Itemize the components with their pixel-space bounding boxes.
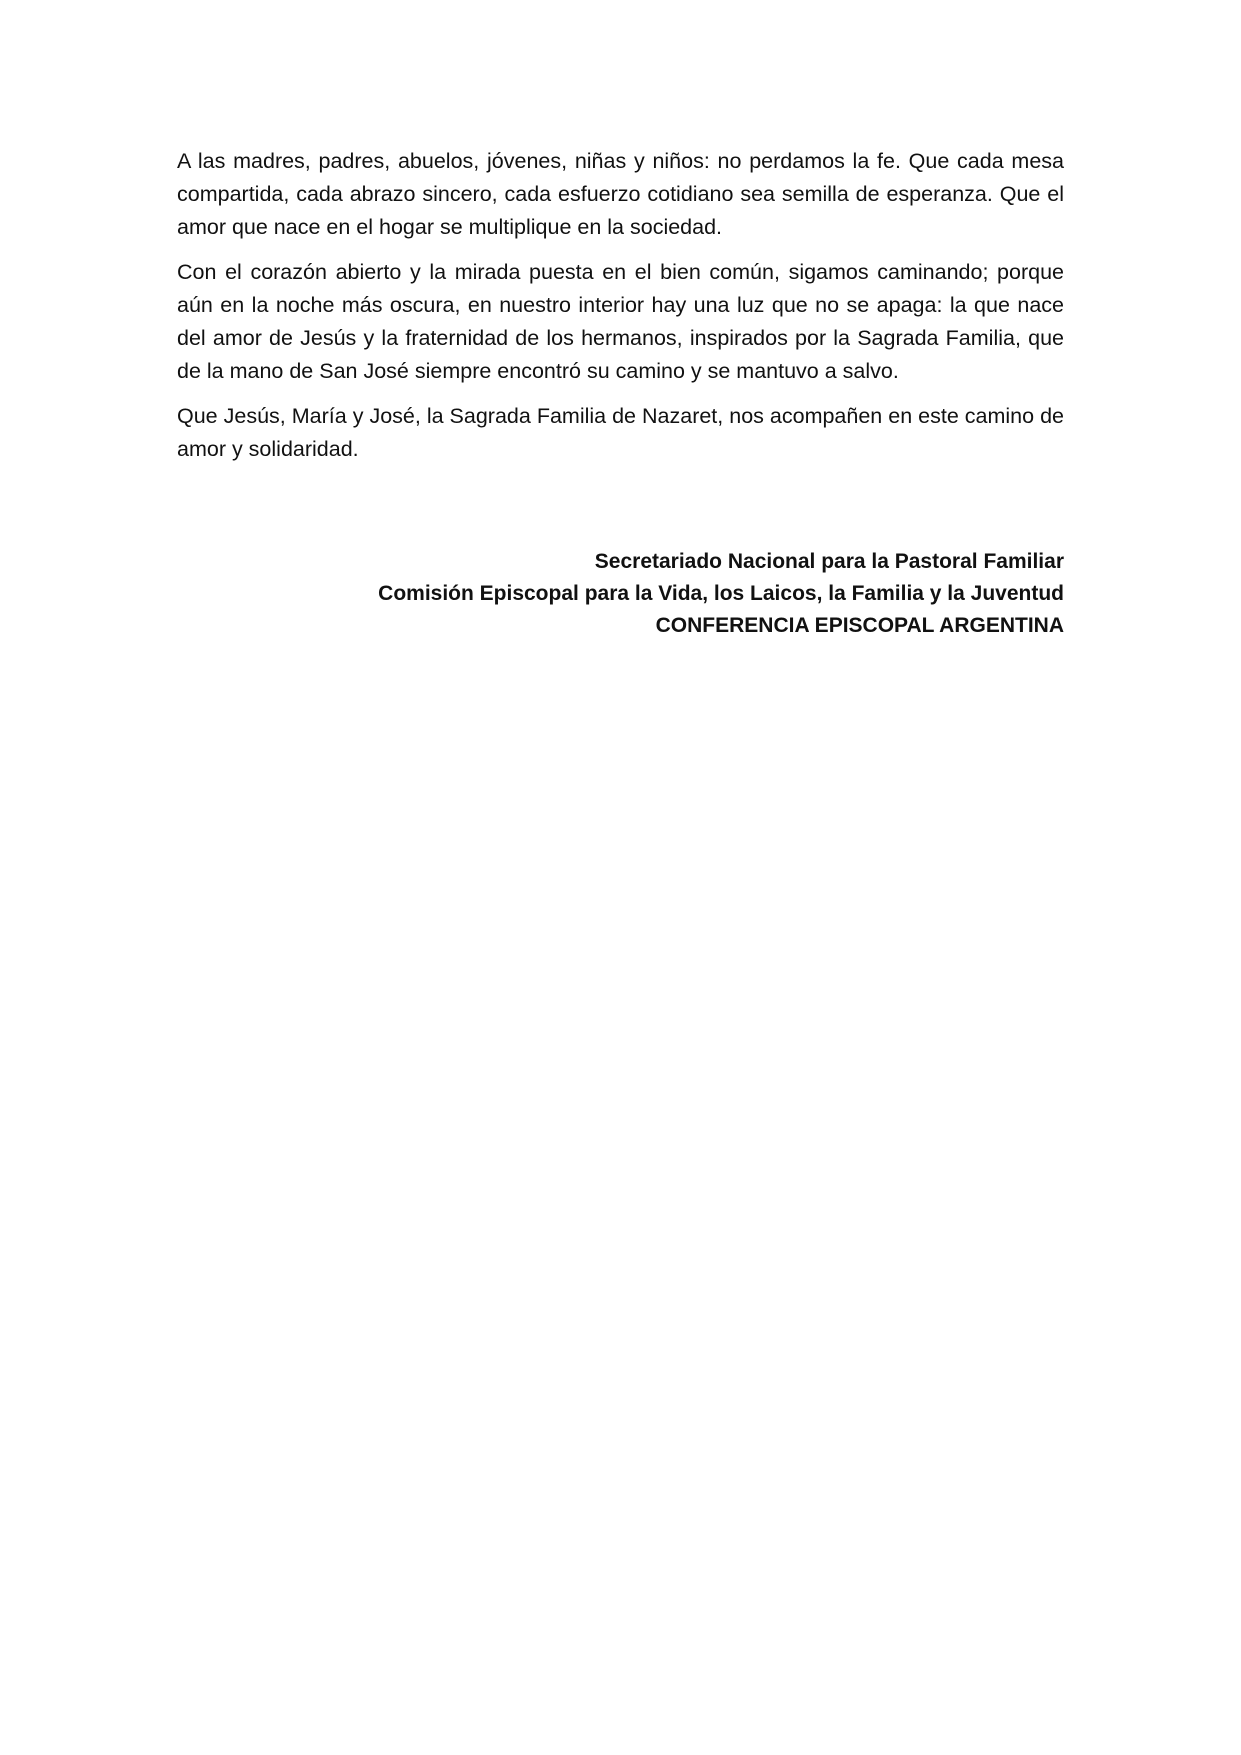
letter-body [177,145,1064,478]
signature-block [177,546,1064,642]
signature-secretariat: Secretariado Nacional para la Pastoral Familiar [594,550,1064,573]
paragraph-2: Con el corazón abierto y la mirada puesta en el bien común, sigamos caminando; porque aún en la noche más oscura, en nuestro interior hay una luz que no se apaga: la que nace del amor de Jesús y la fraternidad de los hermanos, inspirados por la Sagrada Familia, que de la mano de San José siempre encontró su camino y se mantuvo a salvo. [177,260,1064,383]
signature-conference: CONFERENCIA EPISCOPAL ARGENTINA [655,614,1064,637]
signature-commission: Comisión Episcopal para la Vida, los Laicos, la Familia y la Juventud [378,582,1064,605]
paragraph-1: A las madres, padres, abuelos, jóvenes, niñas y niños: no perdamos la fe. Que cada mesa compartida, cada abrazo sincero, cada esfuerzo cotidiano sea semilla de esperanza. Que el amor que nace en el hogar se multiplique en la sociedad. [177,149,1064,239]
paragraph-3: Que Jesús, María y José, la Sagrada Familia de Nazaret, nos acompañen en este camino de amor y solidaridad. [177,404,1064,461]
